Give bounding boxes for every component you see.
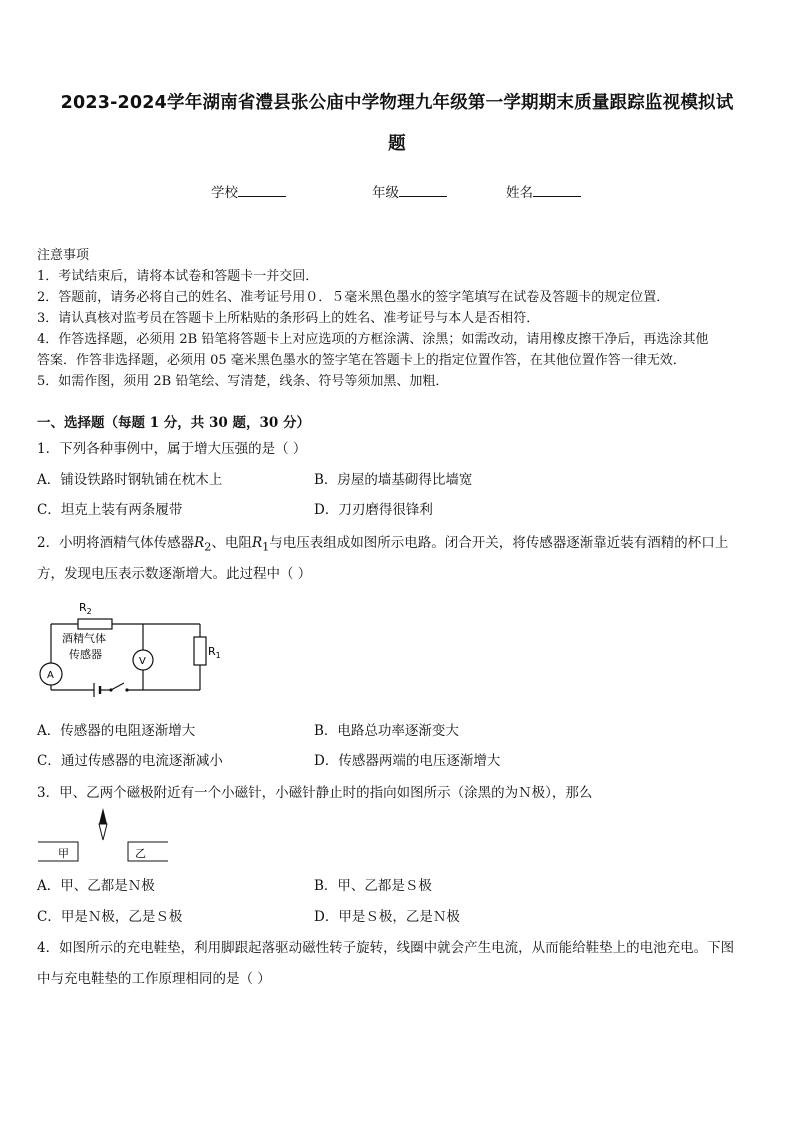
q3-stem: 3．甲、乙两个磁极附近有一个小磁针，小磁针静止时的指向如图所示（涂黑的为Ｎ极），那么 [37,785,593,801]
grade-label: 年级 [372,185,399,201]
q3-option-a: A．甲、乙都是Ｎ极 [37,878,155,894]
q2-option-d: D．传感器两端的电压逐渐增大 [314,753,501,769]
notes-heading: 注意事项 [37,248,90,263]
school-field [211,181,286,201]
q3-option-b: B．甲、乙都是Ｓ极 [314,878,432,894]
q3-option-d: D．甲是Ｓ极，乙是Ｎ极 [314,909,460,925]
sensor-label-line1: 酒精气体 [62,632,106,645]
q2-option-a: A．传感器的电阻逐渐增大 [37,723,196,739]
grade-field [372,181,447,201]
grade-blank [399,183,447,197]
q4-stem-line1: 4．如图所示的充电鞋垫，利用脚跟起落驱动磁性转子旋转，线圈中就会产生电流，从而能给鞋垫上的电池充电。下图 [37,940,735,956]
magnet-diagram [36,806,176,866]
document-title-line1: 2023-2024学年湖南省澧县张公庙中学物理九年级第一学期期末质量跟踪监视模拟试 [60,93,734,113]
name-label: 姓名 [506,185,533,201]
q1-option-d: D．刀刃磨得很锋利 [314,502,433,518]
q1-option-a: A．铺设铁路时钢轨铺在枕木上 [37,472,223,488]
section-heading: 一、选择题（每题 1 分，共 30 题，30 分） [37,415,310,431]
q2-stem-line1: 2．小明将酒精气体传感器$R_2$、电阻$R_1$与电压表组成如图所示电路。闭合开关，将传感器逐渐靠近装有酒精的杯口上 [37,535,729,554]
name-blank [533,183,581,197]
note-item: 4．作答选择题，必须用 2B 铅笔将答题卡上对应选项的方框涂满、涂黑；如需改动，请用橡皮擦干净后，再选涂其他 [37,332,709,347]
r2-symbol: R [194,535,205,551]
magnet-yi [128,842,168,861]
r1-symbol: R [251,535,263,551]
r2-label: $R_2$ [79,601,92,616]
note-item: 答案．作答非选择题，必须用 05 毫米黑色墨水的签字笔在答题卡上的指定位置作答，在其他位置作答一律无效． [37,353,686,368]
q2-option-c: C．通过传感器的电流逐渐减小 [37,753,223,769]
circuit-diagram [36,594,221,700]
q1-option-b: B．房屋的墙基砌得比墙宽 [314,472,473,488]
r1-label: $R_1$ [208,645,221,660]
name-field [506,181,581,201]
school-label: 学校 [211,185,238,201]
magnet-jia-label: 甲 [58,847,69,860]
q4-stem-line2: 中与充电鞋垫的工作原理相同的是（ ） [37,971,271,987]
compass-needle-south [99,824,107,840]
school-blank [238,183,286,197]
document-title-line2: 题 [388,134,406,154]
q2-stem-line2: 方，发现电压表示数逐渐增大。此过程中（ ） [37,566,312,582]
magnet-yi-label: 乙 [135,847,146,860]
compass-needle-north [99,808,107,824]
q1-option-c: C．坦克上装有两条履带 [37,502,183,518]
note-item: 2．答题前，请务必将自己的姓名、准考证号用０．５毫米黑色墨水的签字笔填写在试卷及答题卡的规定位置． [37,290,670,305]
ammeter-label: A [47,670,54,681]
r2-resistor [78,619,112,629]
q1-stem: 1．下列各种事例中，属于增大压强的是（ ） [37,441,307,457]
q2-option-b: B．电路总功率逐渐变大 [314,723,459,739]
voltmeter-label: V [139,656,146,667]
note-item: 5．如需作图，须用 2B 铅笔绘、写清楚，线条、符号等须加黑、加粗． [37,374,449,389]
note-item: 3．请认真核对监考员在答题卡上所粘贴的条形码上的姓名、准考证号与本人是否相符． [37,311,540,326]
q3-option-c: C．甲是Ｎ极，乙是Ｓ极 [37,909,183,925]
r1-resistor [194,637,206,665]
sensor-label-line2: 传感器 [69,648,102,661]
note-item: 1．考试结束后，请将本试卷和答题卡一并交回． [37,269,319,284]
